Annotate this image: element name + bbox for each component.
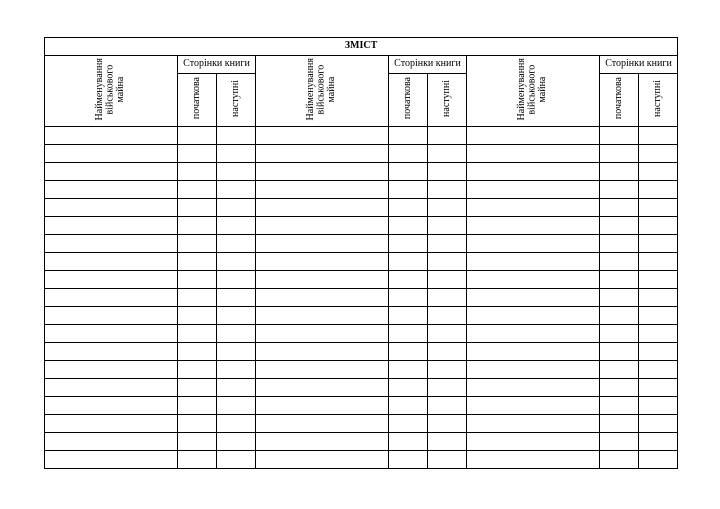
start-page-cell[interactable] <box>389 127 428 145</box>
table-row <box>45 307 678 325</box>
name-column-header-3 <box>467 56 600 127</box>
next-pages-cell[interactable] <box>428 451 467 469</box>
form-title: ЗМІСТ <box>45 38 678 56</box>
name-cell[interactable] <box>467 397 600 415</box>
next-pages-cell[interactable] <box>217 235 256 253</box>
name-cell[interactable] <box>467 253 600 271</box>
start-page-cell[interactable] <box>600 163 639 181</box>
next-pages-cell[interactable] <box>217 271 256 289</box>
name-cell[interactable] <box>467 451 600 469</box>
start-page-cell[interactable] <box>600 253 639 271</box>
name-cell[interactable] <box>45 271 178 289</box>
start-page-header-3 <box>600 74 639 127</box>
name-cell[interactable] <box>256 397 389 415</box>
table-row <box>45 181 678 199</box>
start-page-cell[interactable] <box>600 235 639 253</box>
start-page-cell[interactable] <box>600 127 639 145</box>
start-page-cell[interactable] <box>389 433 428 451</box>
start-page-header-1 <box>178 74 217 127</box>
start-page-cell[interactable] <box>600 271 639 289</box>
next-pages-cell[interactable] <box>217 379 256 397</box>
name-cell[interactable] <box>256 379 389 397</box>
name-cell[interactable] <box>467 271 600 289</box>
name-cell[interactable] <box>467 235 600 253</box>
table-body <box>45 127 678 469</box>
name-cell[interactable] <box>256 433 389 451</box>
name-cell[interactable] <box>45 217 178 235</box>
next-pages-cell[interactable] <box>428 343 467 361</box>
table-row <box>45 217 678 235</box>
next-pages-header-1 <box>217 74 256 127</box>
next-pages-cell[interactable] <box>639 181 678 199</box>
start-page-cell[interactable] <box>600 289 639 307</box>
name-cell[interactable] <box>45 163 178 181</box>
start-page-cell[interactable] <box>389 235 428 253</box>
name-cell[interactable] <box>45 361 178 379</box>
start-page-cell[interactable] <box>600 397 639 415</box>
name-cell[interactable] <box>256 325 389 343</box>
next-pages-cell[interactable] <box>217 289 256 307</box>
name-cell[interactable] <box>45 145 178 163</box>
next-pages-cell[interactable] <box>428 145 467 163</box>
name-cell[interactable] <box>45 235 178 253</box>
next-pages-header-2 <box>428 74 467 127</box>
next-pages-cell[interactable] <box>217 145 256 163</box>
start-page-cell[interactable] <box>178 217 217 235</box>
name-cell[interactable] <box>467 415 600 433</box>
name-column-label: Найменування військового майна <box>516 58 549 121</box>
contents-form <box>44 37 677 469</box>
table-row <box>45 127 678 145</box>
start-page-cell[interactable] <box>389 415 428 433</box>
name-cell[interactable] <box>45 181 178 199</box>
name-cell[interactable] <box>256 343 389 361</box>
next-pages-cell[interactable] <box>428 433 467 451</box>
next-pages-cell[interactable] <box>217 307 256 325</box>
next-pages-cell[interactable] <box>639 163 678 181</box>
next-pages-cell[interactable] <box>217 451 256 469</box>
next-pages-cell[interactable] <box>639 289 678 307</box>
name-cell[interactable] <box>467 325 600 343</box>
name-cell[interactable] <box>45 127 178 145</box>
name-cell[interactable] <box>256 163 389 181</box>
start-page-cell[interactable] <box>389 217 428 235</box>
next-pages-cell[interactable] <box>428 271 467 289</box>
start-page-cell[interactable] <box>389 325 428 343</box>
name-cell[interactable] <box>467 343 600 361</box>
next-pages-cell[interactable] <box>639 145 678 163</box>
table-row <box>45 199 678 217</box>
start-page-label: початкова <box>401 77 413 120</box>
start-page-cell[interactable] <box>389 199 428 217</box>
next-pages-cell[interactable] <box>639 397 678 415</box>
next-pages-cell[interactable] <box>217 343 256 361</box>
name-cell[interactable] <box>45 451 178 469</box>
name-cell[interactable] <box>45 289 178 307</box>
start-page-label: початкова <box>612 77 624 120</box>
next-pages-cell[interactable] <box>428 397 467 415</box>
name-column-header-2 <box>256 56 389 127</box>
start-page-cell[interactable] <box>600 217 639 235</box>
name-cell[interactable] <box>467 181 600 199</box>
next-pages-cell[interactable] <box>639 343 678 361</box>
table-row <box>45 415 678 433</box>
next-pages-cell[interactable] <box>639 379 678 397</box>
pages-header-2: Сторінки книги <box>389 56 467 74</box>
start-page-cell[interactable] <box>389 163 428 181</box>
start-page-cell[interactable] <box>178 235 217 253</box>
name-column-label: Найменування військового майна <box>305 58 338 121</box>
next-pages-cell[interactable] <box>639 127 678 145</box>
name-cell[interactable] <box>256 307 389 325</box>
name-cell[interactable] <box>256 451 389 469</box>
name-cell[interactable] <box>45 307 178 325</box>
contents-table <box>44 37 678 469</box>
name-cell[interactable] <box>467 307 600 325</box>
next-pages-cell[interactable] <box>428 199 467 217</box>
name-cell[interactable] <box>256 199 389 217</box>
next-pages-cell[interactable] <box>428 253 467 271</box>
name-cell[interactable] <box>45 343 178 361</box>
name-cell[interactable] <box>467 433 600 451</box>
next-pages-cell[interactable] <box>428 325 467 343</box>
next-pages-cell[interactable] <box>639 433 678 451</box>
next-pages-cell[interactable] <box>428 289 467 307</box>
next-pages-cell[interactable] <box>428 235 467 253</box>
start-page-cell[interactable] <box>600 379 639 397</box>
start-page-cell[interactable] <box>178 397 217 415</box>
table-row <box>45 397 678 415</box>
name-cell[interactable] <box>256 361 389 379</box>
next-pages-cell[interactable] <box>639 451 678 469</box>
start-page-cell[interactable] <box>178 271 217 289</box>
start-page-cell[interactable] <box>600 145 639 163</box>
start-page-label: початкова <box>190 77 202 120</box>
name-cell[interactable] <box>467 217 600 235</box>
next-pages-cell[interactable] <box>428 415 467 433</box>
next-pages-cell[interactable] <box>217 181 256 199</box>
start-page-cell[interactable] <box>389 307 428 325</box>
next-pages-cell[interactable] <box>217 217 256 235</box>
start-page-cell[interactable] <box>178 307 217 325</box>
start-page-cell[interactable] <box>389 253 428 271</box>
start-page-cell[interactable] <box>178 253 217 271</box>
start-page-cell[interactable] <box>178 163 217 181</box>
next-pages-cell[interactable] <box>217 163 256 181</box>
next-pages-cell[interactable] <box>428 127 467 145</box>
pages-header-1: Сторінки книги <box>178 56 256 74</box>
table-row <box>45 271 678 289</box>
start-page-cell[interactable] <box>600 361 639 379</box>
name-column-label: Найменування військового майна <box>94 58 127 121</box>
table-row <box>45 145 678 163</box>
start-page-cell[interactable] <box>389 397 428 415</box>
start-page-cell[interactable] <box>389 451 428 469</box>
start-page-cell[interactable] <box>389 145 428 163</box>
next-pages-cell[interactable] <box>639 361 678 379</box>
start-page-cell[interactable] <box>178 181 217 199</box>
start-page-cell[interactable] <box>178 325 217 343</box>
next-pages-cell[interactable] <box>217 361 256 379</box>
next-pages-cell[interactable] <box>639 271 678 289</box>
start-page-cell[interactable] <box>178 145 217 163</box>
next-pages-label: наступні <box>229 79 241 117</box>
table-row <box>45 253 678 271</box>
name-cell[interactable] <box>45 325 178 343</box>
start-page-cell[interactable] <box>600 343 639 361</box>
next-pages-cell[interactable] <box>217 325 256 343</box>
start-page-cell[interactable] <box>389 343 428 361</box>
table-row <box>45 163 678 181</box>
next-pages-cell[interactable] <box>428 217 467 235</box>
name-cell[interactable] <box>45 415 178 433</box>
next-pages-cell[interactable] <box>217 253 256 271</box>
name-cell[interactable] <box>467 361 600 379</box>
name-cell[interactable] <box>45 199 178 217</box>
next-pages-cell[interactable] <box>639 199 678 217</box>
next-pages-header-3 <box>639 74 678 127</box>
next-pages-cell[interactable] <box>639 307 678 325</box>
start-page-cell[interactable] <box>600 325 639 343</box>
start-page-cell[interactable] <box>600 415 639 433</box>
title-row <box>45 38 678 56</box>
start-page-cell[interactable] <box>178 361 217 379</box>
table-row <box>45 325 678 343</box>
start-page-cell[interactable] <box>600 199 639 217</box>
name-cell[interactable] <box>467 163 600 181</box>
name-cell[interactable] <box>467 289 600 307</box>
next-pages-cell[interactable] <box>639 415 678 433</box>
name-cell[interactable] <box>256 271 389 289</box>
start-page-cell[interactable] <box>178 433 217 451</box>
start-page-cell[interactable] <box>389 361 428 379</box>
pages-header-3: Сторінки книги <box>600 56 678 74</box>
start-page-cell[interactable] <box>600 307 639 325</box>
name-cell[interactable] <box>256 289 389 307</box>
next-pages-cell[interactable] <box>639 253 678 271</box>
next-pages-cell[interactable] <box>639 235 678 253</box>
start-page-cell[interactable] <box>178 451 217 469</box>
next-pages-label: наступні <box>440 79 452 117</box>
name-cell[interactable] <box>45 253 178 271</box>
start-page-cell[interactable] <box>389 271 428 289</box>
start-page-cell[interactable] <box>178 415 217 433</box>
next-pages-cell[interactable] <box>217 127 256 145</box>
table-row <box>45 289 678 307</box>
next-pages-cell[interactable] <box>639 325 678 343</box>
start-page-cell[interactable] <box>389 289 428 307</box>
name-cell[interactable] <box>45 379 178 397</box>
start-page-cell[interactable] <box>178 199 217 217</box>
name-cell[interactable] <box>256 253 389 271</box>
name-cell[interactable] <box>45 397 178 415</box>
start-page-cell[interactable] <box>389 379 428 397</box>
name-cell[interactable] <box>256 127 389 145</box>
start-page-header-2 <box>389 74 428 127</box>
next-pages-cell[interactable] <box>428 361 467 379</box>
next-pages-cell[interactable] <box>428 163 467 181</box>
name-cell[interactable] <box>467 379 600 397</box>
next-pages-cell[interactable] <box>428 379 467 397</box>
name-cell[interactable] <box>256 235 389 253</box>
next-pages-cell[interactable] <box>428 181 467 199</box>
table-row <box>45 361 678 379</box>
start-page-cell[interactable] <box>600 451 639 469</box>
next-pages-cell[interactable] <box>217 397 256 415</box>
name-cell[interactable] <box>256 181 389 199</box>
table-row <box>45 235 678 253</box>
next-pages-cell[interactable] <box>217 199 256 217</box>
start-page-cell[interactable] <box>389 181 428 199</box>
name-cell[interactable] <box>256 145 389 163</box>
table-row <box>45 343 678 361</box>
name-cell[interactable] <box>45 433 178 451</box>
next-pages-label: наступні <box>651 79 663 117</box>
start-page-cell[interactable] <box>600 181 639 199</box>
start-page-cell[interactable] <box>178 379 217 397</box>
table-row <box>45 451 678 469</box>
next-pages-cell[interactable] <box>217 433 256 451</box>
next-pages-cell[interactable] <box>639 217 678 235</box>
name-column-header-1 <box>45 56 178 127</box>
start-page-cell[interactable] <box>178 343 217 361</box>
name-cell[interactable] <box>467 199 600 217</box>
name-cell[interactable] <box>467 145 600 163</box>
start-page-cell[interactable] <box>600 433 639 451</box>
name-cell[interactable] <box>256 217 389 235</box>
start-page-cell[interactable] <box>178 289 217 307</box>
table-row <box>45 379 678 397</box>
next-pages-cell[interactable] <box>428 307 467 325</box>
group-header-row <box>45 56 678 74</box>
start-page-cell[interactable] <box>178 127 217 145</box>
name-cell[interactable] <box>256 415 389 433</box>
name-cell[interactable] <box>467 127 600 145</box>
table-row <box>45 433 678 451</box>
next-pages-cell[interactable] <box>217 415 256 433</box>
